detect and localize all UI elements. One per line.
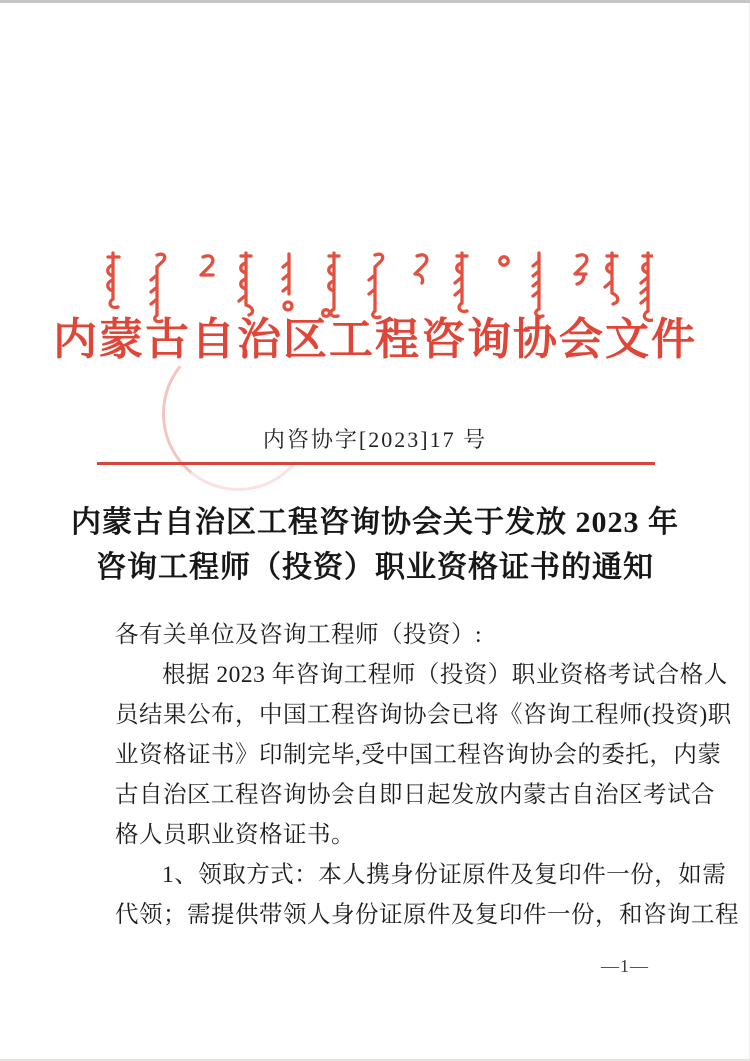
mongolian-glyph: [605, 253, 618, 304]
document-title: [60, 500, 690, 590]
body-line-salutation: 各有关单位及咨询工程师（投资）:: [115, 622, 483, 648]
mongolian-glyph: [323, 253, 339, 316]
page-number: —1—: [601, 956, 649, 976]
mongolian-glyph: [151, 254, 165, 321]
mongolian-glyph: [641, 253, 653, 320]
mongolian-glyph: [108, 253, 119, 307]
body-line: 业资格证书》印制完毕,受中国工程咨询协会的委托，内蒙: [115, 742, 722, 768]
document-number: 内咨协字[2023]17 号: [262, 427, 488, 452]
document-title-line2: 咨询工程师（投资）职业资格证书的通知: [96, 551, 654, 584]
body-line: 格人员职业资格证书。: [115, 822, 355, 848]
mongolian-glyph: [415, 255, 427, 283]
mongolian-glyph: [575, 255, 587, 284]
mongolian-glyph: [533, 253, 543, 316]
mongolian-glyph: [201, 256, 213, 275]
mongolian-glyph: [455, 253, 467, 311]
mongolian-glyph: [239, 253, 253, 315]
body-line: 古自治区工程咨询协会自即日起发放内蒙古自治区考试合: [115, 782, 715, 808]
organization-title: 内蒙古自治区工程咨询协会文件: [53, 315, 697, 364]
body-line: 代领；需提供带领人身份证原件及复印件一份，和咨询工程: [115, 902, 739, 928]
mongolian-glyph: [500, 257, 508, 265]
document-title-line1: 内蒙古自治区工程咨询协会关于发放 2023 年: [71, 506, 679, 539]
body-line: 员结果公布，中国工程咨询协会已将《咨询工程师(投资)职: [115, 702, 732, 728]
red-divider-rule: [97, 462, 655, 465]
body-line: 根据 2023 年咨询工程师（投资）职业资格考试合格人: [162, 662, 728, 688]
mongolian-glyph: [369, 254, 383, 317]
mongolian-glyph: [283, 254, 292, 310]
body-line: 1、领取方式：本人携身份证原件及复印件一份，如需: [162, 862, 727, 888]
document-body: [115, 615, 739, 935]
